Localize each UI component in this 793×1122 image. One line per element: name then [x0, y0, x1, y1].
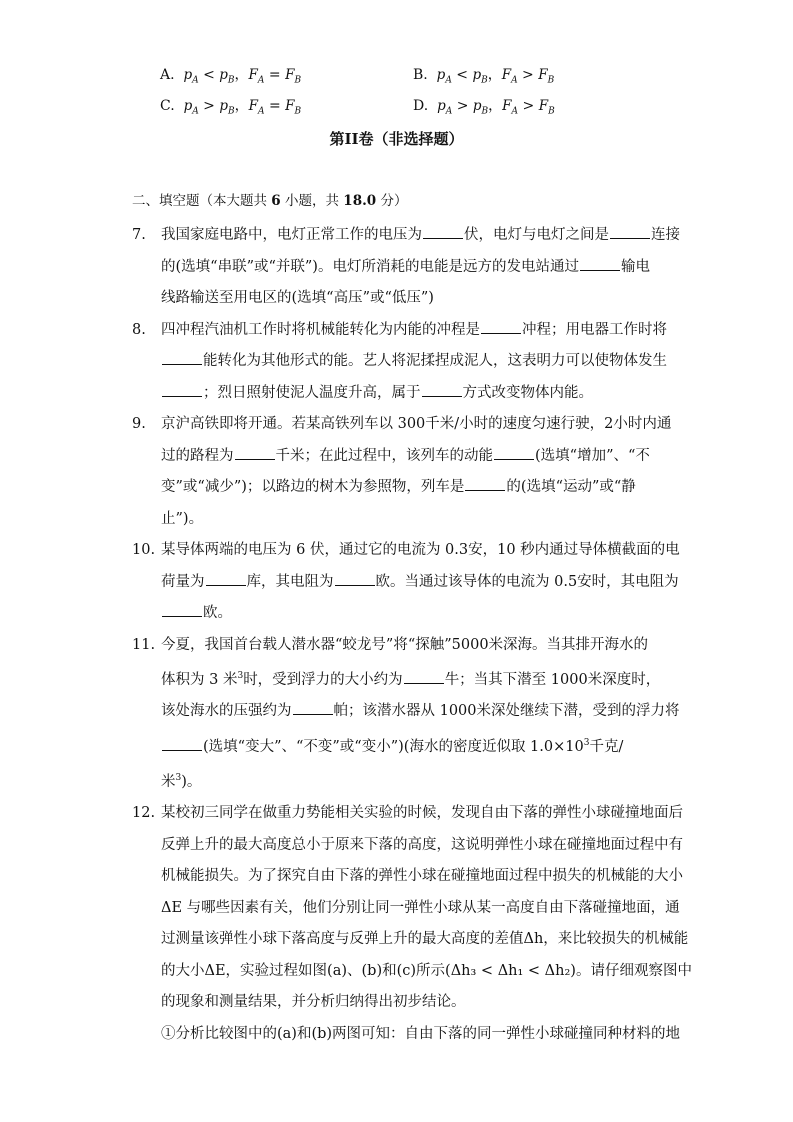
question-12 [132, 798, 692, 1050]
question-text: (选填“增加”、“不 [535, 447, 650, 464]
answer-blank[interactable] [162, 615, 202, 617]
question-line [161, 661, 662, 696]
question-number: 7. [132, 227, 146, 243]
question-text: 的现象和测量结果，并分析归纳得出初步结论。 [161, 994, 466, 1011]
answer-blank[interactable] [465, 489, 505, 491]
question-line [161, 535, 680, 567]
question-text: 京沪高铁即将开通。若某高铁列车以 300千米/小时的速度匀速行驶，2小时内通 [161, 416, 672, 432]
question-text: 的大小ΔE，实验过程如图(a)、(b)和(c)所示(Δh₃ < Δh₁ < Δh₂)。请仔细观察图中 [161, 962, 692, 979]
question-text: 该处海水的压强约为 [161, 703, 292, 720]
question-line [161, 798, 683, 830]
question-line [161, 409, 672, 441]
question-text: 荷量为 [161, 573, 205, 590]
answer-blank[interactable] [335, 584, 375, 586]
question-text: 过的路程为 [161, 447, 234, 464]
question-text: 欧。当通过该导体的电流为 0.5安时，其电阻为 [375, 573, 679, 590]
question-text: 止”)。 [161, 510, 204, 527]
superscript: 3 [583, 737, 590, 748]
answer-blank[interactable] [422, 395, 462, 397]
question-text: 库，其电阻为 [246, 573, 334, 590]
superscript: 3 [175, 773, 182, 784]
question-text: 今夏，我国首台载人潜水器“蛟龙号”将“探触”5000米深海。当其排开海水的 [161, 636, 649, 653]
option-a[interactable]: A. $p_A < p_B$，$F_A = F_B$ [160, 67, 302, 86]
question-number: 9. [132, 416, 146, 432]
question-text: 某校初三同学在做重力势能相关实验的时候，发现自由下落的弹性小球碰撞地面后 [161, 805, 683, 822]
question-text: 反弹上升的最大高度总小于原来下落的高度，这说明弹性小球在碰撞地面过程中有 [161, 836, 683, 853]
question-number: 12. [132, 805, 156, 822]
question-text: 帕；该潜水器从 1000米深处继续下潜，受到的浮力将 [333, 703, 680, 720]
question-text: 冲程；用电器工作时将 [522, 321, 667, 338]
question-text: 的(选填“运动”或“静 [506, 479, 636, 495]
answer-blank[interactable] [293, 713, 333, 715]
question-line [161, 763, 662, 798]
answer-blank[interactable] [580, 269, 620, 271]
answer-blank[interactable] [610, 237, 650, 239]
question-text: 体积为 3 米 [161, 671, 238, 688]
question-text: 米 [161, 773, 176, 790]
section-title: 第II卷（非选择题） [329, 130, 464, 148]
question-line [161, 956, 692, 988]
answer-blank[interactable] [162, 749, 202, 751]
question-text: 时，受到浮力的大小约为 [243, 671, 403, 688]
question-text: 的(选填“串联”或“并联”)。电灯所消耗的电能是远方的发电站通过 [161, 258, 579, 275]
question-line [161, 728, 662, 763]
question-line [161, 893, 680, 925]
question-text: 输电 [620, 258, 650, 275]
answer-blank[interactable] [494, 458, 534, 460]
question-text: 线路输送至用电区的(选填“高压”或“低压”) [161, 290, 434, 306]
question-text: 机械能损失。为了探究自由下落的弹性小球在碰撞地面过程中损失的机械能的大小 [161, 868, 683, 885]
question-line [161, 378, 662, 410]
question-line [161, 346, 667, 378]
question-text: 伏，电灯与电灯之间是 [464, 227, 609, 243]
question-line [161, 598, 662, 630]
options-row-1 [160, 64, 640, 95]
question-text: 千米；在此过程中，该列车的动能 [275, 447, 493, 464]
question-10 [132, 535, 680, 630]
question-line [161, 252, 662, 284]
question-line [161, 220, 680, 252]
question-text: )。 [181, 773, 202, 790]
question-line [161, 567, 679, 599]
answer-options [160, 64, 640, 126]
question-9 [132, 409, 672, 535]
question-8 [132, 315, 667, 410]
question-line [161, 630, 662, 662]
question-text: 欧。 [203, 605, 232, 621]
question-number: 8. [132, 321, 146, 338]
question-line [161, 1019, 681, 1051]
answer-blank[interactable] [423, 237, 463, 239]
question-line [161, 861, 683, 893]
answer-blank[interactable] [481, 332, 521, 334]
question-line [161, 987, 662, 1019]
question-line [161, 924, 689, 956]
question-text: 能转化为其他形式的能。艺人将泥揉捏成泥人，这表明力可以使物体发生 [203, 353, 667, 369]
question-text: 牛；当其下潜至 1000米深度时， [444, 671, 661, 688]
question-line [161, 441, 662, 473]
question-text: 四冲程汽油机工作时将机械能转化为内能的冲程是 [161, 321, 480, 338]
question-text: 千克/ [589, 738, 624, 755]
options-row-2 [160, 95, 640, 126]
question-number: 11. [132, 636, 156, 653]
question-line [161, 830, 683, 862]
question-line [161, 504, 662, 536]
option-d[interactable]: D. $p_A > p_B$，$F_A > F_B$ [413, 98, 555, 117]
part-header: 二、填空题（本大题共 6 小题，共 18.0 分） [132, 193, 408, 209]
question-line [161, 696, 680, 728]
question-text: ①分析比较图中的(a)和(b)两图可知：自由下落的同一弹性小球碰撞同种材料的地 [161, 1025, 681, 1042]
question-text: ΔE 与哪些因素有关，他们分别让同一弹性小球从某一高度自由下落碰撞地面，通 [161, 899, 680, 916]
question-text: 连接 [651, 227, 680, 243]
question-text: ；烈日照射使泥人温度升高，属于 [203, 384, 421, 401]
question-text: 某导体两端的电压为 6 伏，通过它的电流为 0.3安，10 秒内通过导体横截面的电 [161, 542, 680, 558]
question-text: 过测量该弹性小球下落高度与反弹上升的最大高度的差值Δh，来比较损失的机械能 [161, 931, 689, 948]
answer-blank[interactable] [404, 682, 444, 684]
question-text: 方式改变物体内能。 [462, 384, 593, 401]
option-b[interactable]: B. $p_A < p_B$，$F_A > F_B$ [413, 67, 555, 86]
question-text: 变”或“减少”)；以路边的树木为参照物，列车是 [161, 479, 465, 495]
question-line [161, 283, 662, 315]
question-7 [132, 220, 680, 315]
answer-blank[interactable] [235, 458, 275, 460]
question-number: 10. [132, 542, 156, 558]
option-c[interactable]: C. $p_A > p_B$，$F_A = F_B$ [160, 98, 302, 117]
question-11 [132, 630, 680, 799]
answer-blank[interactable] [162, 363, 202, 365]
answer-blank[interactable] [206, 584, 246, 586]
question-line [161, 472, 662, 504]
question-text: (选填“变大”、“不变”或“变小”)(海水的密度近似取 1.0×10 [203, 738, 584, 755]
question-line [161, 315, 667, 347]
question-text: 我国家庭电路中，电灯正常工作的电压为 [161, 227, 422, 243]
answer-blank[interactable] [162, 395, 202, 397]
question-list [132, 220, 692, 1050]
superscript: 3 [237, 671, 244, 681]
